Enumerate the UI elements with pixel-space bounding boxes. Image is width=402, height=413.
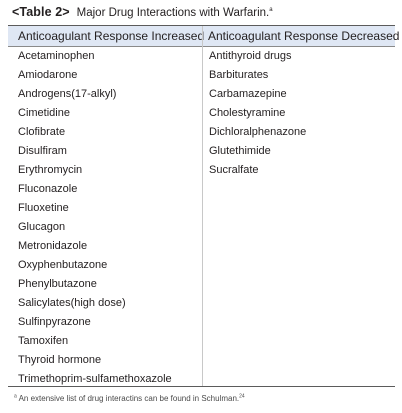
drug-increased-item: Acetaminophen: [18, 50, 95, 62]
drug-decreased-item: Cholestyramine: [209, 107, 286, 119]
drug-increased-item: Fluoxetine: [18, 202, 69, 214]
drug-increased-item: Clofibrate: [18, 126, 66, 138]
drug-decreased-item: Carbamazepine: [209, 88, 287, 100]
drug-decreased-item: Sucralfate: [209, 164, 259, 176]
drug-increased-item: Sulfinpyrazone: [18, 316, 91, 328]
table-caption: [12, 4, 273, 21]
drug-decreased-item: Glutethimide: [209, 145, 271, 157]
header-increased: Anticoagulant Response Increased: [18, 29, 205, 43]
footnote-text: An extensive list of drug interactins can be found in Schulman.: [18, 394, 240, 403]
table-title: Major Drug Interactions with Warfarin.: [76, 7, 270, 19]
drug-increased-item: Metronidazole: [18, 240, 88, 252]
drug-increased-item: Thyroid hormone: [18, 354, 102, 366]
decreased-response-column: [209, 47, 306, 180]
drug-increased-item: Fluconazole: [18, 183, 78, 195]
column-divider: [202, 26, 203, 386]
drug-increased-item: Cimetidine: [18, 107, 70, 119]
increased-response-column: [18, 47, 172, 389]
footnote-reference: 24: [239, 393, 245, 400]
header-decreased: Anticoagulant Response Decreased: [208, 29, 400, 43]
drug-increased-item: Phenylbutazone: [18, 278, 97, 290]
drug-increased-item: Trimethoprim-sulfamethoxazole: [18, 373, 172, 385]
drug-increased-item: Androgens(17-alkyl): [18, 88, 117, 100]
table-footnote: [14, 393, 245, 404]
drug-decreased-item: Barbiturates: [209, 69, 269, 81]
drug-increased-item: Amiodarone: [18, 69, 78, 81]
caption-footnote-marker: a: [269, 6, 273, 13]
table-label: <Table 2>: [12, 5, 70, 19]
drug-interaction-table: [8, 25, 400, 387]
drug-increased-item: Glucagon: [18, 221, 66, 233]
drug-increased-item: Tamoxifen: [18, 335, 69, 347]
drug-increased-item: Erythromycin: [18, 164, 83, 176]
drug-decreased-item: Antithyroid drugs: [209, 50, 292, 62]
drug-increased-item: Oxyphenbutazone: [18, 259, 108, 271]
drug-increased-item: Disulfiram: [18, 145, 67, 157]
drug-increased-item: Salicylates(high dose): [18, 297, 126, 309]
footnote-marker: a: [14, 393, 17, 400]
drug-decreased-item: Dichloralphenazone: [209, 126, 307, 138]
